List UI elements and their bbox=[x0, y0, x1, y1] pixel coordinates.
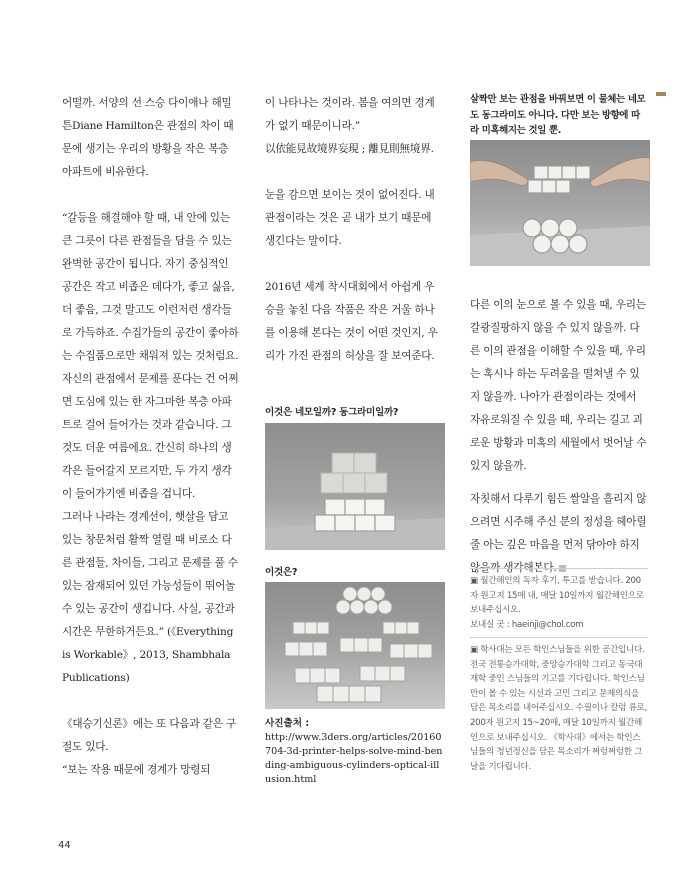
body-paragraph: “보는 작용 때문에 경계가 망령되 bbox=[62, 764, 211, 776]
submission-note-readers bbox=[470, 574, 648, 632]
article-column-right bbox=[470, 92, 648, 139]
page-number: 44 bbox=[58, 840, 71, 851]
body-paragraph: “갈등을 해결해야 할 때, 내 안에 있는 큰 그릇이 다른 관점들을 담을 수 있는 완벽한 공간이 됩니다. 자기 중심적인 공간은 작고 비좁은 데다가, 좋고 싫음, 더 좋음, 그것 말고도 이런저런 생각들로 가득하죠. 수집가들의 공간이 좋아하는 수집품으로만 채워져 있는 것처럼요. 자신의 관점에서 문제를 푼다는 건 어쩌면 도심에 있는 한 자그마한 복층 아파트로 걸어 들어가는 것과 같습니다. 그것도 더운 여름에요. 간신히 하나의 생각은 들어갈지 모르지만, 두 가지 생각이 들어가기엔 비좁을 겁니다. bbox=[62, 212, 239, 500]
article-column-left bbox=[62, 92, 240, 782]
photo-credit-url: http://www.3ders.org/articles/20160704-3d-printer-helps-solve-mind-bending-ambiguous-cylinders-optical-illusion.html bbox=[265, 732, 443, 785]
hands-photo bbox=[470, 140, 650, 266]
note-address: 보내실 곳 : haeinji@chol.com bbox=[470, 619, 584, 630]
pull-quote: 살짝만 보는 관점을 바꿔보면 이 물체는 네모도 동그라미도 아니다. 다만 보는 방향에 따라 미혹해지는 것일 뿐. bbox=[470, 94, 646, 136]
body-paragraph: 《대승기신론》에는 또 다음과 같은 구절도 있다. bbox=[62, 718, 236, 753]
body-paragraph: 2016년 세계 착시대회에서 아쉽게 우승을 놓친 다음 작품은 작은 거울 하나를 이용해 본다는 것이 어떤 것인지, 우리가 가진 관점의 허상을 잘 보여준다. bbox=[265, 281, 438, 362]
note-bullet-icon: ▣ bbox=[470, 645, 478, 655]
article-column-right-body bbox=[470, 283, 648, 591]
body-paragraph: 그러나 나라는 경계선이, 햇살을 담고 있는 창문처럼 활짝 열릴 때 비로소 다른 관점들, 차이들, 그리고 문제를 풀 수 있는 잠재되어 있던 가능성들이 뛰어놀 수 있는 공간이 생깁니다. 사실, 공간과 시간은 무한하거든요.” (《Everything is Workable》, 2013, Shambhala Publications) bbox=[62, 511, 238, 684]
section-accent-mark bbox=[656, 92, 666, 96]
submission-note-students bbox=[470, 643, 648, 774]
note-bullet-icon: ▣ bbox=[470, 576, 478, 586]
body-paragraph: 눈을 감으면 보이는 것이 없어진다. 내 관점이라는 것은 곧 내가 보기 때문에 생긴다는 말이다. bbox=[265, 189, 435, 247]
body-paragraph bbox=[470, 488, 648, 580]
article-column-middle bbox=[265, 92, 443, 368]
illusion-photo-objects bbox=[265, 582, 445, 709]
photo-credit bbox=[265, 717, 445, 787]
photo-credit-label: 사진출처 : bbox=[265, 718, 310, 729]
body-paragraph: 어떨까. 서양의 선 스승 다이애나 해밀튼Diane Hamilton은 관점의 차이 때문에 생기는 우리의 방황을 작은 복층 아파트에 비유한다. bbox=[62, 97, 234, 178]
note-text: 학사대는 모든 학인스님들을 위한 공간입니다. 전국 전통승가대학, 중앙승가대학 그리고 동국대 재학 중인 스님들의 기고를 기다립니다. 학인스님만이 볼 수 있는 시선과 고민 그리고 문제의식을 담은 목소리를 내어주십시오. 수필이나 칼럼 류로, 200자 원고지 15~20매, 매달 10일까지 월간해인으로 보내주십시오. 《학사대》에서는 학인스님들의 청년정신을 담은 목소리가 쩌렁쩌렁한 그날을 기다립니다. bbox=[470, 645, 648, 772]
hanja-quote: 以依能見故境界妄現 ; 離見則無境界. bbox=[265, 143, 434, 155]
illusion-photo-squares bbox=[265, 423, 445, 550]
body-paragraph: 다른 이의 눈으로 볼 수 있을 때, 우리는 갈광질팡하지 않을 수 있지 않을까. 다른 이의 관점을 이해할 수 있을 때, 우리는 혹시나 하는 두려움을 떨쳐낼 수 있지 않을까. 나아가 관점이라는 것에서 자유로워질 수 있을 때, 우리는 길고 괴로운 방황과 미혹의 세월에서 벗어날 수 있지 않을까. bbox=[470, 298, 647, 472]
body-paragraph-text: 자칫해서 다루기 힘든 쌀알을 흘리지 않으려면 시주해 주신 분의 정성을 헤아릴 줄 아는 깊은 마음을 먼저 닦아야 하지 않을까 생각해본다. bbox=[470, 493, 647, 575]
body-paragraph: 이 나타나는 것이라. 봄을 여의면 경계가 없기 때문이니라.” bbox=[265, 97, 435, 132]
photo-caption: 이것은? bbox=[265, 567, 298, 578]
note-text: 월간해인의 독자 후기, 투고를 받습니다. 200자 원고지 15매 내, 매달 10일까지 월간해인으로 보내주십시오. bbox=[470, 576, 644, 616]
divider bbox=[470, 568, 648, 569]
photo-caption: 이것은 네모일까? 동그라미일까? bbox=[265, 407, 399, 418]
divider bbox=[470, 637, 648, 638]
